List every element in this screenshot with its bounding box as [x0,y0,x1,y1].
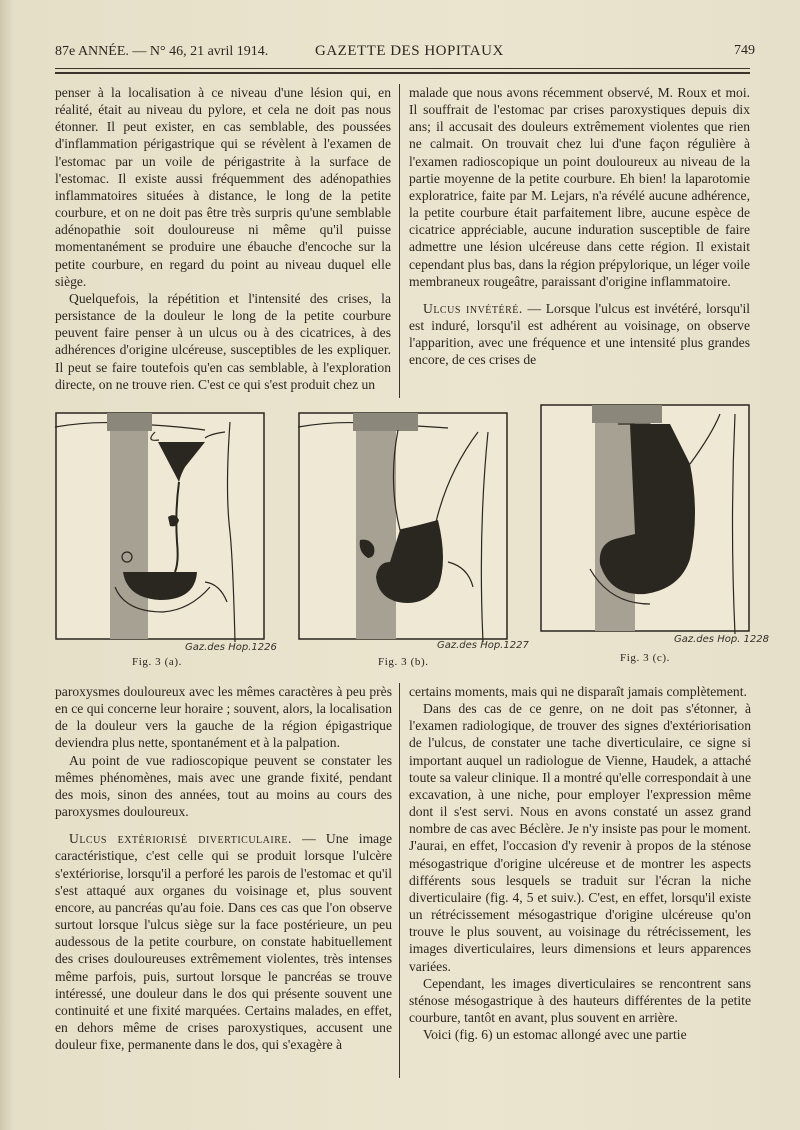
page-number: 749 [734,43,755,58]
figure-credit: Gaz.des Hop. 1228 [674,634,769,645]
section-heading: Ulcus invétéré. [423,300,523,316]
paragraph: Cependant, les images diverticulaires se rencontrent sans sténose mésogastrique à des hauteurs différentes de la petite courbure, tantôt en avant, plus souvent en arrière. [409,975,751,1025]
column-divider [399,84,400,398]
paragraph: paroxysmes douloureux avec les mêmes caractères à peu près en ce qui concerne leur horaire ; souvent, alors, la localisation de la douleur vers la gauche de la région épigastrique deviendra plus nette, spontanément et à la palpation. [55,684,392,751]
page-header [55,40,755,62]
column-left-bottom [55,683,392,1053]
column-divider [399,683,400,1078]
paragraph: malade que nous avons récemment observé, M. Roux et moi. Il souffrait de l'estomac par crises paroxystiques depuis dix ans; il accusait des douleurs extrêmement violentes que rien ne calmait. On trouvait chez lui d'une façon régulière à l'examen radioscopique un point douloureux au niveau de la partie moyenne de la petite courbure. Eh bien! la laparotomie exploratrice, faite par M. Lejars, n'a révélé aucune adhérence, la petite courbure était parfaitement libre, aucune espèce de cicatrice appréciable, aucune induration susceptible de faire admettre une lésion ulcéreuse dans cette région. Il existait cependant plus bas, dans la région prépylorique, un léger voile membraneux rougeâtre, paraissant d'origine inflammatoire. [409,85,750,289]
paragraph: Ulcus extériorisé diverticulaire. — Une image caractéristique, c'est celle qui se produit lorsque l'ulcère s'extériorise, lorsqu'il a perforé les parois de l'estomac et qu'il s'est attaqué aux organes du voisinage et, plus souvent encore, au pancréas qu'au foie. Dans ces cas que l'on observe surtout lorsque l'ulcus siège sur la face postérieure, un peu audessous de la petite courbure, on constate habituellement des crises douloureuses extrêmement violentes, très intenses même parfois, puis, surtout lorsque le pancréas se trouve intéressé, une douleur dans le dos qui présente souvent une continuité et une fixité marquées. Certains malades, en effet, en dehors même de crises paroxystiques, accusent une douleur fixe, permanente dans le dos, qui s'exagère à [55,831,393,1053]
figure-credit: Gaz.des Hop.1226 [185,642,277,653]
column-right-bottom [409,683,751,1043]
figure-3a-radiograph [55,412,265,642]
paragraph: certains moments, mais qui ne disparaît jamais complètement. [409,684,747,699]
paragraph: Voici (fig. 6) un estomac allongé avec une partie [423,1027,687,1043]
issue-info: 87e ANNÉE. — N° 46, 21 avril 1914. [55,44,269,59]
paragraph: Dans des cas de ce genre, on ne doit pas s'étonner, à l'examen radiologique, de trouver des signes d'extériorisation de l'ulcus, de constater une tache diverticulaire, ce signe si important auquel un radiologue de Vienne, Haudek, a attaché toute sa valeur clinique. Il a montré qu'elle correspondait à une excavation, à une niche, pour employer l'expression même dont il s'est servi. Nous en avons constaté un assez grand nombre de cas avec Béclère. Je n'y insiste pas pour le moment. J'aurai, en effet, l'occasion d'y revenir à propos de la sténose mésogastrique d'origine ulcéreuse et de montrer les aspects différents sous lesquels se traduit sur l'écran la niche diverticulaire (fig. 4, 5 et suiv.). C'est, en effet, lorsqu'il existe un rétrécissement mésogastrique d'origine ulcéreuse qu'on trouve le plus souvent, au voisinage du rétrécissement, les images diverticulaires, leurs dimensions et leurs apparences variées. [409,701,751,974]
column-left-top [55,84,391,393]
section-heading: Ulcus extériorisé diverticulaire. [69,831,292,847]
paragraph: Ulcus invétéré. — Lorsque l'ulcus est invétéré, lorsqu'il est induré, lorsqu'il est adhérent au voisinage, on observe l'apparition, avec une fréquence et une intensité plus grandes encore, de ces crises de [409,300,750,368]
figure-credit: Gaz.des Hop.1227 [437,640,529,651]
figure-3b-radiograph [298,412,508,642]
paragraph: penser à la localisation à ce niveau d'une lésion qui, en réalité, était au niveau du pylore, et cela ne doit pas nous étonner. Il peut exister, en cas semblable, des poussées d'inflammation périgastrique qui se révèlent à l'examen de l'estomac par un voile de périgastrite à la surface de l'estomac. Il existe aussi fréquemment des adénopathies inflammatoires situées à distance, le long de la petite courbure, et on ne doit pas être très surpris qu'une semblable adénopathie soit douloureuse ni même qu'il puisse momentanément se produire une ébauche d'encoche sur la petite courbure, en regard du point au niveau duquel elle siège. [55,85,391,289]
header-rule-thick [55,72,750,74]
figure-3c-radiograph [540,404,750,634]
paragraph: Quelquefois, la répétition et l'intensité des crises, la persistance de la douleur le long de la petite courbure peuvent faire penser à un ulcus ou à des cicatrices, à des adhérences d'origine ulcéreuse, susceptibles de les expliquer. Il peut se faire toutefois qu'en cas semblable, à l'exploration directe, on ne trouve rien. C'est ce qui s'est produit chez un [55,290,391,392]
figure-caption: Fig. 3 (a). [132,656,182,668]
paragraph: Au point de vue radioscopique peuvent se constater les mêmes phénomènes, mais avec une grande fixité, pendant des mois, sinon des années, tout au moins au cours des paroxysmes douloureux. [55,752,392,820]
figure-caption: Fig. 3 (c). [620,652,670,664]
column-right-top [409,84,750,369]
header-rule [55,68,750,69]
journal-title: GAZETTE DES HOPITAUX [315,43,504,59]
figure-caption: Fig. 3 (b). [378,656,429,668]
